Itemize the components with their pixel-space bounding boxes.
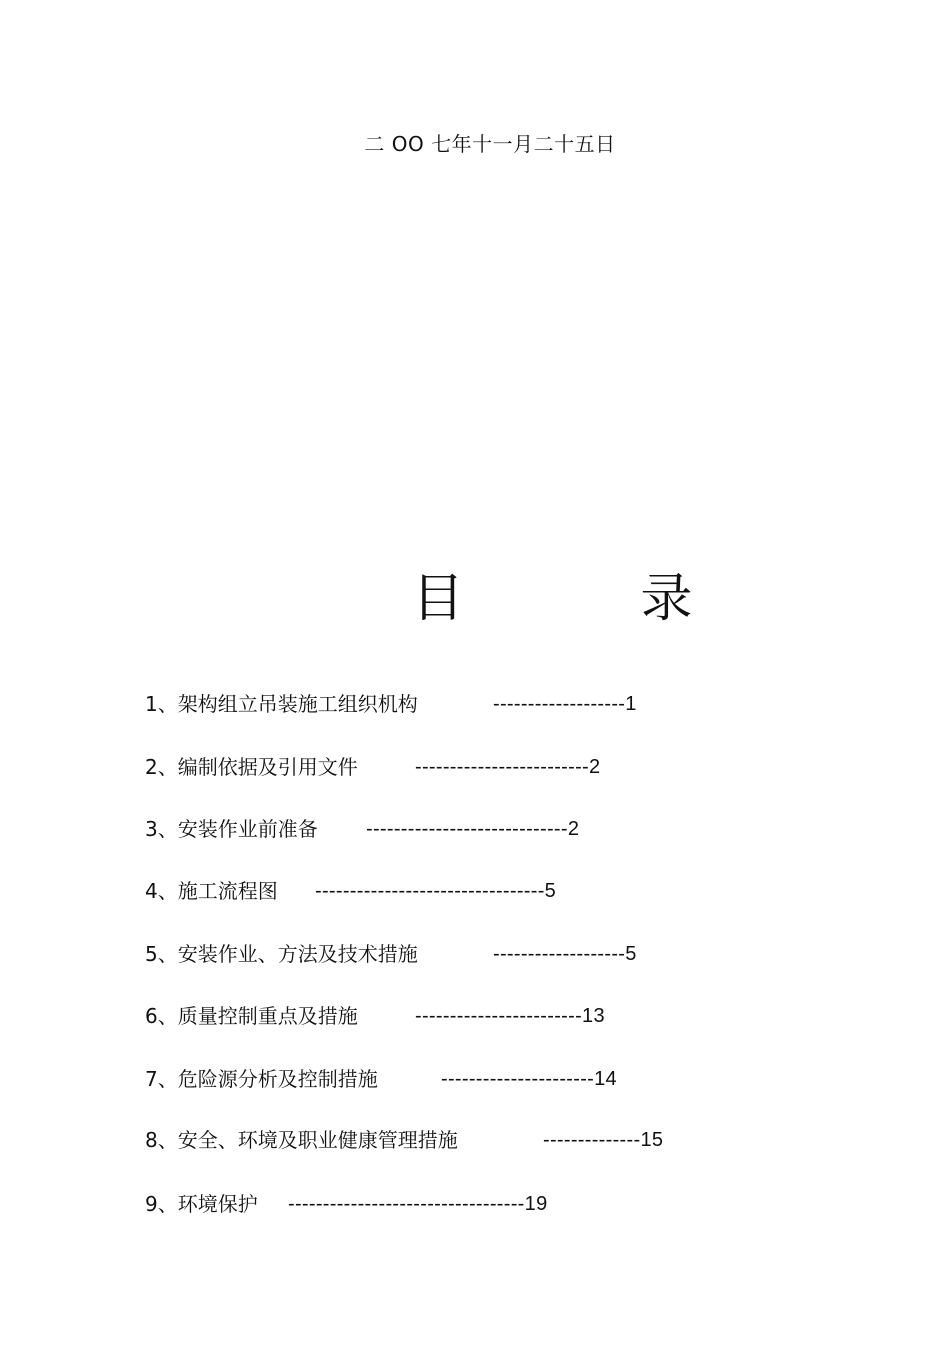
toc-entry-title: 危险源分析及控制措施 (177, 1067, 378, 1091)
toc-entry-page-leader: -------------------5 (493, 943, 637, 965)
toc-entry-number: 6 (145, 1004, 158, 1028)
toc-entry-separator: 、 (157, 1192, 178, 1216)
toc-entry-title: 编制依据及引用文件 (177, 755, 358, 779)
toc-entry-separator: 、 (157, 755, 178, 779)
toc-entry-title: 环境保护 (177, 1192, 258, 1216)
toc-entry-title: 施工流程图 (177, 879, 278, 903)
toc-entry-8[interactable] (145, 1126, 845, 1154)
toc-entry-page-leader: ----------------------14 (441, 1068, 617, 1090)
toc-entry-separator: 、 (157, 942, 178, 966)
toc-entry-separator: 、 (157, 1004, 178, 1028)
toc-entry-title: 安装作业前准备 (177, 817, 318, 841)
toc-entry-6[interactable] (145, 1002, 845, 1030)
toc-entry-2[interactable] (145, 753, 845, 781)
toc-entry-number: 1 (145, 692, 158, 716)
toc-entry-page-leader: --------------15 (543, 1129, 664, 1151)
toc-entry-separator: 、 (157, 1128, 178, 1152)
toc-entry-number: 2 (145, 755, 158, 779)
toc-entry-page-leader: -------------------1 (493, 693, 637, 715)
toc-entry-page-leader: ------------------------13 (415, 1005, 605, 1027)
toc-entry-title: 架构组立吊装施工组织机构 (177, 692, 418, 716)
document-date: 二 OO 七年十一月二十五日 (364, 132, 616, 156)
toc-entry-1[interactable] (145, 690, 845, 718)
toc-entry-number: 9 (145, 1192, 158, 1216)
toc-entry-4[interactable] (145, 877, 845, 905)
toc-entry-page-leader: -------------------------2 (415, 756, 601, 778)
toc-entry-title: 质量控制重点及措施 (177, 1004, 358, 1028)
toc-entry-separator: 、 (157, 817, 178, 841)
toc-entry-number: 5 (145, 942, 158, 966)
toc-entry-separator: 、 (157, 692, 178, 716)
toc-entry-title: 安全、环境及职业健康管理措施 (177, 1128, 458, 1152)
toc-entry-5[interactable] (145, 940, 845, 968)
toc-entry-number: 4 (145, 879, 158, 903)
toc-entry-number: 7 (145, 1067, 158, 1091)
toc-entry-3[interactable] (145, 815, 845, 843)
toc-entry-7[interactable] (145, 1065, 845, 1093)
toc-entry-page-leader: -----------------------------2 (366, 818, 580, 840)
toc-entry-separator: 、 (157, 1067, 178, 1091)
toc-entry-title: 安装作业、方法及技术措施 (177, 942, 418, 966)
toc-entry-separator: 、 (157, 879, 178, 903)
toc-entry-page-leader: ----------------------------------19 (288, 1193, 548, 1215)
toc-entry-page-leader: ---------------------------------5 (315, 880, 557, 902)
toc-title: 目 录 (412, 569, 773, 629)
toc-entry-number: 3 (145, 817, 158, 841)
toc-entry-9[interactable] (145, 1190, 845, 1218)
toc-entry-number: 8 (145, 1128, 158, 1152)
